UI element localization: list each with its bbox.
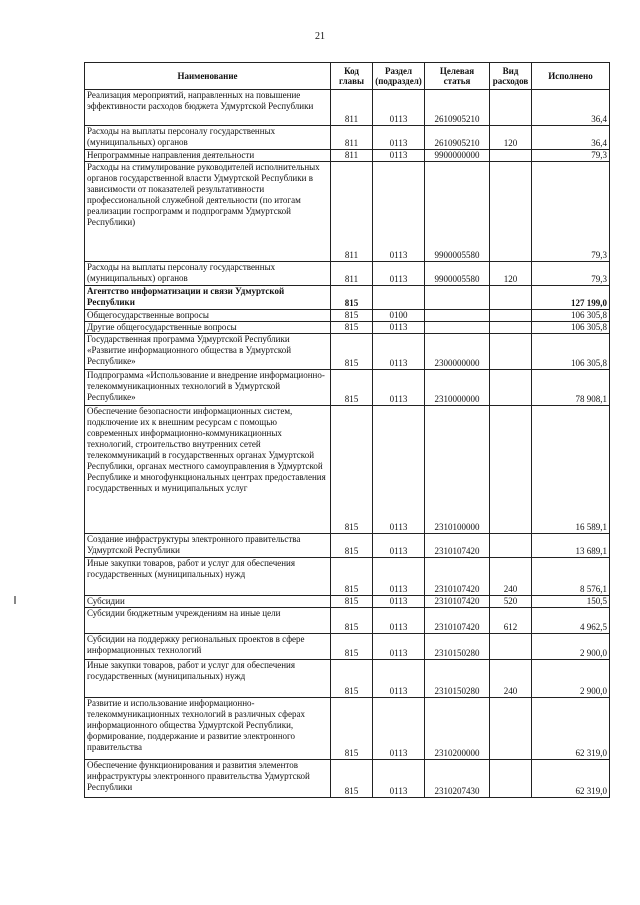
row-kind	[490, 150, 532, 162]
row-code: 811	[331, 162, 373, 262]
table-row	[85, 322, 610, 334]
row-done: 106 305,8	[532, 334, 610, 370]
row-code: 811	[331, 90, 373, 126]
header-target: Целевая статья	[425, 63, 490, 90]
row-code: 815	[331, 660, 373, 698]
row-section: 0113	[373, 370, 425, 406]
row-done: 150,5	[532, 596, 610, 608]
row-section: 0113	[373, 596, 425, 608]
table-row	[85, 286, 610, 310]
row-kind	[490, 334, 532, 370]
row-name: Государственная программа Удмуртской Республики «Развитие информационного общества в Удмуртской Республике»	[85, 334, 331, 370]
row-name: Расходы на выплаты персоналу государственных (муниципальных) органов	[85, 126, 331, 150]
row-name: Агентство информатизации и связи Удмуртской Республики	[85, 286, 331, 310]
row-name: Субсидии на поддержку региональных проектов в сфере информационных технологий	[85, 634, 331, 660]
row-name: Субсидии	[85, 596, 331, 608]
row-done: 2 900,0	[532, 634, 610, 660]
header-done: Исполнено	[532, 63, 610, 90]
table-row	[85, 406, 610, 534]
row-name: Реализация мероприятий, направленных на повышение эффективности расходов бюджета Удмуртской Республики	[85, 90, 331, 126]
budget-table	[84, 62, 610, 798]
row-name: Общегосударственные вопросы	[85, 310, 331, 322]
row-kind	[490, 90, 532, 126]
row-section: 0113	[373, 126, 425, 150]
row-kind	[490, 634, 532, 660]
row-kind	[490, 310, 532, 322]
row-code: 815	[331, 322, 373, 334]
row-done: 2 900,0	[532, 660, 610, 698]
row-code: 815	[331, 698, 373, 760]
table-row	[85, 634, 610, 660]
table-row	[85, 162, 610, 262]
row-code: 815	[331, 334, 373, 370]
header-kind: Вид расходов	[490, 63, 532, 90]
header-section: Раздел (подраздел)	[373, 63, 425, 90]
row-code: 815	[331, 534, 373, 558]
table-row	[85, 126, 610, 150]
margin-mark	[14, 596, 16, 604]
row-section: 0113	[373, 760, 425, 798]
row-code: 811	[331, 126, 373, 150]
row-done: 79,3	[532, 150, 610, 162]
row-code: 815	[331, 596, 373, 608]
row-done: 62 319,0	[532, 760, 610, 798]
table-row	[85, 596, 610, 608]
row-section: 0113	[373, 162, 425, 262]
row-code: 815	[331, 558, 373, 596]
row-target: 2310200000	[425, 698, 490, 760]
row-kind: 520	[490, 596, 532, 608]
row-code: 811	[331, 262, 373, 286]
row-done: 106 305,8	[532, 310, 610, 322]
row-target: 2310107420	[425, 608, 490, 634]
header-code: Код главы	[331, 63, 373, 90]
row-name: Иные закупки товаров, работ и услуг для обеспечения государственных (муниципальных) нужд	[85, 558, 331, 596]
row-target: 9900005580	[425, 262, 490, 286]
row-target: 9900000000	[425, 150, 490, 162]
row-code: 811	[331, 150, 373, 162]
table-row	[85, 310, 610, 322]
row-target: 2310150280	[425, 660, 490, 698]
row-target: 9900005580	[425, 162, 490, 262]
row-section: 0113	[373, 322, 425, 334]
row-name: Расходы на выплаты персоналу государственных (муниципальных) органов	[85, 262, 331, 286]
row-target	[425, 286, 490, 310]
row-done: 79,3	[532, 162, 610, 262]
row-name: Подпрограмма «Использование и внедрение информационно-телекоммуникационных технологий в Удмуртской Республике»	[85, 370, 331, 406]
row-kind	[490, 534, 532, 558]
row-section: 0113	[373, 660, 425, 698]
row-done: 8 576,1	[532, 558, 610, 596]
table-row	[85, 150, 610, 162]
row-name: Иные закупки товаров, работ и услуг для обеспечения государственных (муниципальных) нужд	[85, 660, 331, 698]
row-code: 815	[331, 370, 373, 406]
row-target: 2310107420	[425, 558, 490, 596]
row-done: 127 199,0	[532, 286, 610, 310]
row-done: 16 589,1	[532, 406, 610, 534]
row-done: 36,4	[532, 126, 610, 150]
row-kind: 120	[490, 126, 532, 150]
row-code: 815	[331, 608, 373, 634]
row-code: 815	[331, 406, 373, 534]
row-kind: 612	[490, 608, 532, 634]
row-done: 78 908,1	[532, 370, 610, 406]
table-row	[85, 262, 610, 286]
row-done: 4 962,5	[532, 608, 610, 634]
row-target: 2310100000	[425, 406, 490, 534]
row-section: 0113	[373, 334, 425, 370]
row-section: 0113	[373, 608, 425, 634]
row-kind: 120	[490, 262, 532, 286]
row-name: Обеспечение безопасности информационных систем, подключение их к внешним ресурсам с помощью современных информационно-коммуникационных технологий, строительство внутренних сетей телекоммуникаций в государственных органах Удмуртской Республики, органах местного самоуправления в Удмуртской Республике и многофункциональных центрах предоставления государственных и муниципальных услуг	[85, 406, 331, 534]
row-target: 2300000000	[425, 334, 490, 370]
table-row	[85, 760, 610, 798]
row-name: Расходы на стимулирование руководителей исполнительных органов государственной власти Удмуртской Республики в зависимости от показателей результативности профессиональной служебной деятельности (по итогам реализации госпрограмм и подпрограмм Удмуртской Республики)	[85, 162, 331, 262]
row-section: 0113	[373, 558, 425, 596]
table-row	[85, 90, 610, 126]
table-row	[85, 698, 610, 760]
row-section: 0100	[373, 310, 425, 322]
row-section: 0113	[373, 406, 425, 534]
row-name: Непрограммные направления деятельности	[85, 150, 331, 162]
row-section: 0113	[373, 534, 425, 558]
row-target: 2610905210	[425, 126, 490, 150]
row-code: 815	[331, 634, 373, 660]
row-kind: 240	[490, 660, 532, 698]
table-row	[85, 660, 610, 698]
page-number: 21	[315, 31, 325, 42]
row-section: 0113	[373, 262, 425, 286]
table-row	[85, 558, 610, 596]
row-section: 0113	[373, 698, 425, 760]
row-code: 815	[331, 760, 373, 798]
row-target: 2310107420	[425, 534, 490, 558]
row-target: 2310150280	[425, 634, 490, 660]
row-name: Обеспечение функционирования и развития элементов инфраструктуры электронного правительства Удмуртской Республики	[85, 760, 331, 798]
table-header-row	[85, 63, 610, 90]
row-code: 815	[331, 286, 373, 310]
row-done: 62 319,0	[532, 698, 610, 760]
row-target: 2310107420	[425, 596, 490, 608]
row-section: 0113	[373, 90, 425, 126]
row-done: 106 305,8	[532, 322, 610, 334]
row-kind	[490, 162, 532, 262]
table-row	[85, 334, 610, 370]
row-name: Создание инфраструктуры электронного правительства Удмуртской Республики	[85, 534, 331, 558]
row-target: 2610905210	[425, 90, 490, 126]
row-kind: 240	[490, 558, 532, 596]
row-done: 13 689,1	[532, 534, 610, 558]
row-kind	[490, 698, 532, 760]
header-name: Наименование	[85, 63, 331, 90]
row-done: 79,3	[532, 262, 610, 286]
row-code: 815	[331, 310, 373, 322]
row-name: Субсидии бюджетным учреждениям на иные цели	[85, 608, 331, 634]
row-section	[373, 286, 425, 310]
table-row	[85, 370, 610, 406]
row-kind	[490, 286, 532, 310]
row-section: 0113	[373, 150, 425, 162]
row-name: Развитие и использование информационно-телекоммуникационных технологий в различных сферах информационного общества Удмуртской Республики, формирование, поддержание и развитие электронного правительства	[85, 698, 331, 760]
row-kind	[490, 370, 532, 406]
table-row	[85, 534, 610, 558]
row-kind	[490, 406, 532, 534]
row-target	[425, 322, 490, 334]
row-section: 0113	[373, 634, 425, 660]
row-done: 36,4	[532, 90, 610, 126]
row-target: 2310000000	[425, 370, 490, 406]
row-kind	[490, 760, 532, 798]
row-target: 2310207430	[425, 760, 490, 798]
row-target	[425, 310, 490, 322]
table-row	[85, 608, 610, 634]
row-kind	[490, 322, 532, 334]
row-name: Другие общегосударственные вопросы	[85, 322, 331, 334]
